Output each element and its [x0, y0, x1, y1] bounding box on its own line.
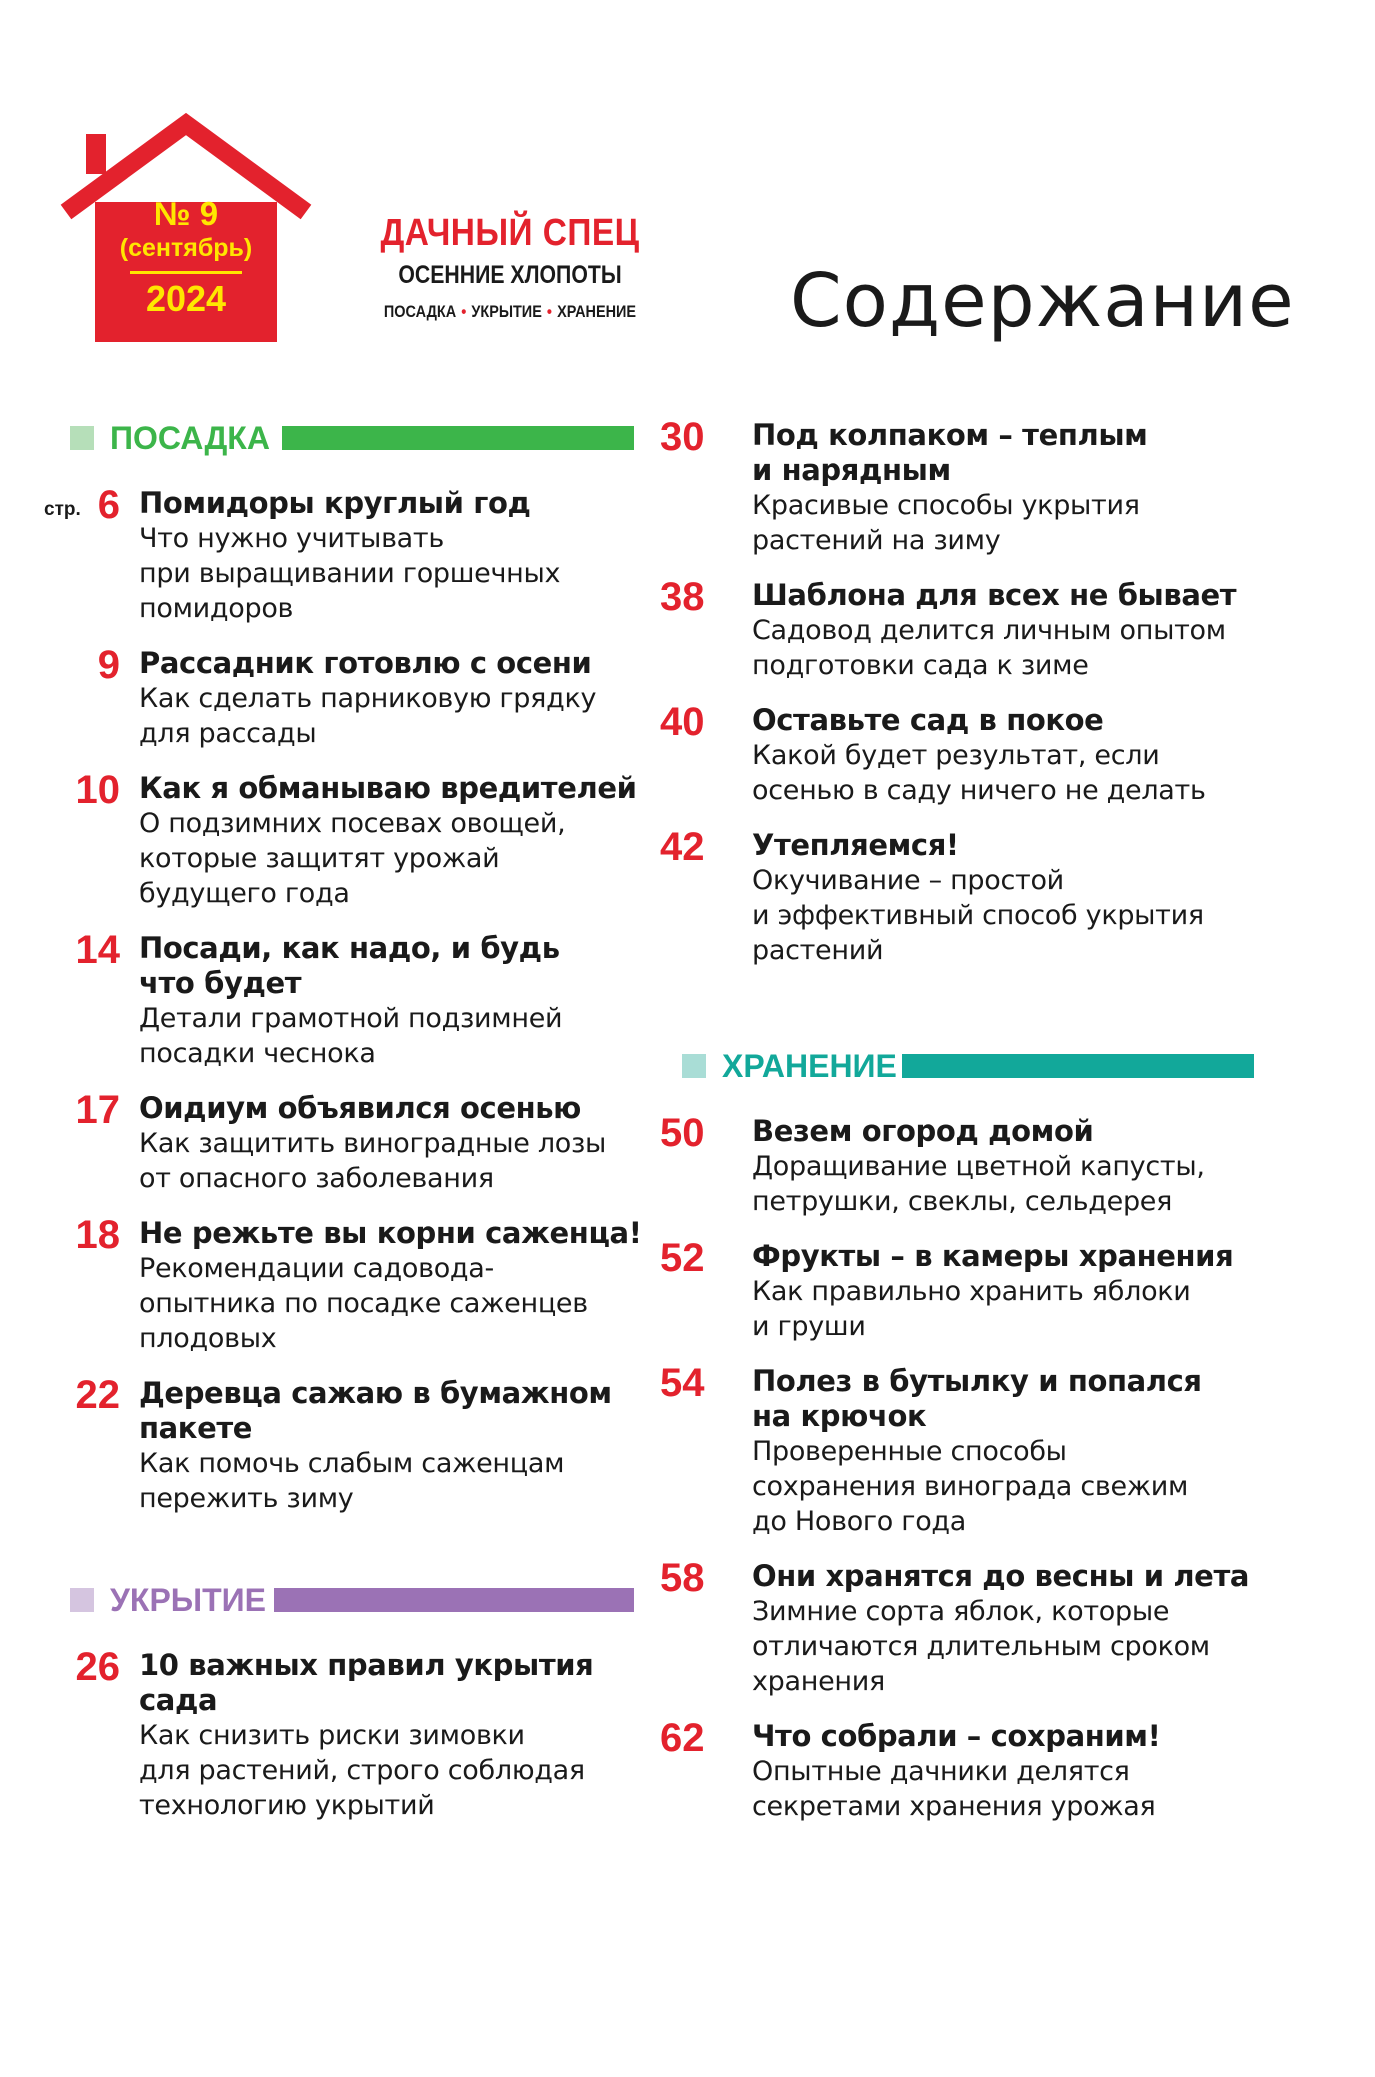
toc-list-posadka: [28, 483, 648, 1516]
entry-page-number: 17: [75, 1088, 120, 1132]
entry-description: Как защитить виноградные лозы от опасного заболевания: [139, 1128, 607, 1194]
entry-title: Они хранятся до весны и лета: [752, 1559, 1250, 1593]
entry-title: Оидиум объявился осенью: [139, 1091, 581, 1125]
entry-page-number: 38: [660, 575, 705, 619]
issue-number: № 9: [153, 195, 219, 232]
entry-title: Деревца сажаю в бумажном пакете: [139, 1376, 612, 1445]
entry-description: О подзимних посевах овощей, которые защитят урожай будущего года: [139, 808, 566, 909]
topic-khranenie: ХРАНЕНИЕ: [557, 302, 637, 321]
section-square-icon: [70, 1588, 94, 1612]
issue-year: 2024: [145, 278, 227, 319]
entry-description: Зимние сорта яблок, которые отличаются длительным сроком хранения: [752, 1596, 1210, 1697]
toc-left-column: [28, 418, 648, 1843]
section-header-posadka: [28, 418, 648, 462]
entry-title: Рассадник готовлю с осени: [139, 646, 592, 680]
issue-house-badge: [56, 112, 316, 342]
toc-entry[interactable]: [660, 1556, 1260, 1699]
toc-entry[interactable]: [28, 768, 648, 911]
magazine-topics: [366, 302, 655, 322]
toc-entry[interactable]: [660, 575, 1260, 683]
toc-entry[interactable]: [660, 1236, 1260, 1344]
section-label: ХРАНЕНИЕ: [722, 1048, 897, 1084]
entry-description: Рекомендации садовода- опытника по посадке саженцев плодовых: [139, 1253, 588, 1354]
entry-title: Полез в бутылку и попался на крючок: [752, 1364, 1202, 1433]
entry-title: Оставьте сад в покое: [752, 703, 1104, 737]
entry-page-number: 18: [75, 1213, 120, 1257]
entry-page-number: 10: [75, 768, 120, 812]
entry-description: Садовод делится личным опытом подготовки сада к зиме: [752, 615, 1226, 681]
toc-entry[interactable]: [28, 483, 648, 626]
toc-list-ukrytie: [28, 1645, 648, 1823]
entry-description: Как помочь слабым саженцам пережить зиму: [139, 1448, 565, 1514]
entry-page-number: 9: [97, 643, 120, 687]
entry-page-number: 62: [660, 1716, 705, 1760]
section-label: УКРЫТИЕ: [110, 1582, 266, 1618]
toc-entry[interactable]: [28, 1088, 648, 1196]
toc-list-ukrytie-continued: [660, 415, 1260, 968]
section-header-ukrytie: [28, 1580, 648, 1624]
entry-title: Что собрали – сохраним!: [752, 1719, 1161, 1753]
entry-title: Не режьте вы корни саженца!: [139, 1216, 642, 1250]
section-bar: [274, 1588, 634, 1612]
entry-page-number: 58: [660, 1556, 705, 1600]
entry-title: Как я обманываю вредителей: [139, 771, 637, 805]
entry-title: Помидоры круглый год: [139, 486, 531, 520]
entry-description: Как снизить риски зимовки для растений, строго соблюдая технологию укрытий: [139, 1720, 585, 1821]
entry-title: Везем огород домой: [752, 1114, 1094, 1148]
toc-entry[interactable]: [660, 700, 1260, 808]
bullet-icon: •: [461, 302, 467, 321]
entry-page-number: 52: [660, 1236, 705, 1280]
toc-entry[interactable]: [28, 1373, 648, 1516]
entry-page-number: 54: [660, 1361, 705, 1405]
issue-month: (сентябрь): [119, 234, 253, 262]
entry-description: Опытные дачники делятся секретами хранения урожая: [752, 1756, 1156, 1822]
section-bar: [902, 1054, 1254, 1078]
entry-title: Фрукты – в камеры хранения: [752, 1239, 1234, 1273]
entry-description: Проверенные способы сохранения винограда свежим до Нового года: [752, 1436, 1189, 1537]
entry-title: 10 важных правил укрытия сада: [139, 1648, 594, 1717]
section-square-icon: [682, 1054, 706, 1078]
toc-list-khranenie: [660, 1111, 1260, 1824]
entry-page-number: 42: [660, 825, 705, 869]
toc-entry[interactable]: [660, 1361, 1260, 1539]
entry-page-number: 50: [660, 1111, 705, 1155]
topic-posadka: ПОСАДКА: [383, 302, 457, 321]
page-title: Содержание: [790, 258, 1295, 344]
toc-entry[interactable]: [660, 825, 1260, 968]
toc-right-column: [660, 415, 1260, 1844]
entry-description: Доращивание цветной капусты, петрушки, свеклы, сельдерея: [752, 1151, 1205, 1217]
entry-description: Что нужно учитывать при выращивании горшечных помидоров: [139, 523, 561, 624]
entry-description: Какой будет результат, если осенью в саду ничего не делать: [752, 740, 1206, 806]
entry-description: Как правильно хранить яблоки и груши: [752, 1276, 1191, 1342]
magazine-title: ДАЧНЫЙ СПЕЦ: [380, 212, 640, 254]
entry-description: Окучивание – простой и эффективный способ укрытия растений: [752, 865, 1204, 966]
section-bar: [282, 426, 634, 450]
toc-entry[interactable]: [28, 928, 648, 1071]
entry-page-number: 14: [75, 928, 120, 972]
section-label: ПОСАДКА: [110, 420, 270, 456]
house-divider: [130, 271, 242, 274]
section-header-khranenie: [660, 1046, 1260, 1090]
page-prefix: стр.: [44, 499, 81, 520]
magazine-subtitle: ОСЕННИЕ ХЛОПОТЫ: [398, 261, 622, 289]
section-square-icon: [70, 426, 94, 450]
entry-description: Как сделать парниковую грядку для рассады: [139, 683, 597, 749]
toc-entry[interactable]: [660, 415, 1260, 558]
entry-page-number: 6: [97, 483, 120, 527]
entry-page-number: 22: [75, 1373, 120, 1417]
topic-ukrytie: УКРЫТИЕ: [471, 302, 542, 321]
entry-description: Красивые способы укрытия растений на зиму: [752, 490, 1140, 556]
entry-page-number: 30: [660, 415, 705, 459]
entry-title: Под колпаком – теплым и нарядным: [752, 418, 1148, 487]
toc-entry[interactable]: [660, 1716, 1260, 1824]
entry-title: Утепляемся!: [752, 828, 959, 862]
entry-page-number: 40: [660, 700, 705, 744]
magazine-brand: [340, 212, 680, 322]
bullet-icon: •: [546, 302, 552, 321]
entry-title: Посади, как надо, и будь что будет: [139, 931, 560, 1000]
toc-entry[interactable]: [660, 1111, 1260, 1219]
entry-description: Детали грамотной подзимней посадки чеснока: [139, 1003, 563, 1069]
entry-page-number: 26: [75, 1645, 120, 1689]
toc-entry[interactable]: [28, 1213, 648, 1356]
toc-entry[interactable]: [28, 1645, 648, 1823]
toc-entry[interactable]: [28, 643, 648, 751]
entry-title: Шаблона для всех не бывает: [752, 578, 1237, 612]
